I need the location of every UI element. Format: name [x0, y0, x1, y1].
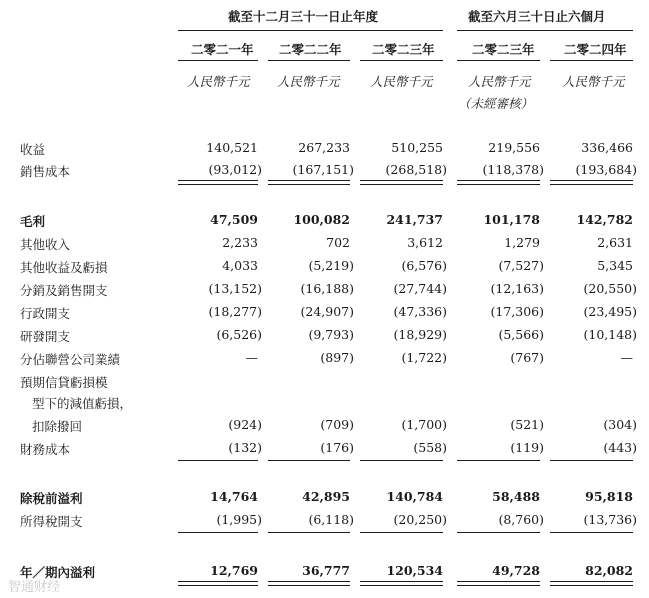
- row-label: 分佔聯營公司業績: [20, 352, 121, 367]
- rule-pbt: [268, 460, 350, 461]
- row-label: 其他收益及虧損: [20, 260, 108, 275]
- cell: 3,612: [407, 235, 443, 250]
- rule-final-b: [178, 585, 258, 586]
- cell: (521): [510, 417, 544, 432]
- cell: 58,488: [492, 489, 540, 504]
- cell: 82,082: [585, 563, 633, 578]
- cell: 2,233: [222, 235, 258, 250]
- year-rule-3: [360, 60, 443, 61]
- cell: (23,495): [583, 304, 637, 319]
- header-rule-full-year: [178, 30, 443, 31]
- cell: 219,556: [488, 140, 540, 155]
- cell: (13,152): [208, 281, 262, 296]
- cell: (10,148): [583, 327, 637, 342]
- year-col-4: 二零二三年: [472, 42, 535, 57]
- year-col-1: 二零二一年: [191, 42, 254, 57]
- cell: 12,769: [210, 563, 258, 578]
- cell: (443): [603, 440, 637, 455]
- row-label-line3: 扣除撥回: [32, 419, 83, 434]
- rule-profit: [268, 532, 350, 533]
- rule-final-b: [268, 585, 350, 586]
- cell: (5,219): [308, 258, 354, 273]
- rule-profit: [178, 532, 258, 533]
- row-label: 行政開支: [20, 306, 71, 321]
- cell: 101,178: [483, 212, 540, 227]
- row-label: 收益: [20, 142, 46, 157]
- cell: (16,188): [300, 281, 354, 296]
- cell: (24,907): [300, 304, 354, 319]
- rule-gross-b: [550, 184, 633, 185]
- cell: (9,793): [308, 327, 354, 342]
- cell: 2,631: [597, 235, 633, 250]
- rule-gross-a: [268, 180, 350, 181]
- cell: (193,684): [575, 162, 637, 177]
- cell: (8,760): [498, 512, 544, 527]
- cell: (268,518): [385, 162, 447, 177]
- cell: (897): [320, 350, 354, 365]
- currency-col-5: 人民幣千元: [562, 74, 625, 89]
- cell: (6,576): [401, 258, 447, 273]
- header-full-year: 截至十二月三十一日止年度: [228, 9, 379, 24]
- rule-final-a: [268, 581, 350, 582]
- cell: 510,255: [391, 140, 443, 155]
- cell: 95,818: [585, 489, 633, 504]
- year-rule-2: [268, 60, 350, 61]
- rule-gross-b: [360, 184, 443, 185]
- cell: (1,722): [401, 350, 447, 365]
- header-rule-six-month: [457, 30, 633, 31]
- cell: (47,336): [393, 304, 447, 319]
- cell: (17,306): [490, 304, 544, 319]
- row-label: 研發開支: [20, 329, 71, 344]
- row-label-line2: 型下的減值虧損，: [32, 396, 133, 411]
- cell: 140,521: [206, 140, 258, 155]
- cell: (12,163): [490, 281, 544, 296]
- cell: (20,550): [583, 281, 637, 296]
- rule-final-b: [550, 585, 633, 586]
- rule-gross-b: [178, 184, 258, 185]
- cell: 336,466: [581, 140, 633, 155]
- row-label: 財務成本: [20, 442, 71, 457]
- year-col-3: 二零二三年: [372, 42, 435, 57]
- cell: 267,233: [298, 140, 350, 155]
- cell: 5,345: [597, 258, 633, 273]
- rule-final-a: [360, 581, 443, 582]
- rule-gross-a: [457, 180, 540, 181]
- rule-final-b: [457, 585, 540, 586]
- cell: (558): [413, 440, 447, 455]
- cell: 36,777: [302, 563, 350, 578]
- row-label: 毛利: [20, 214, 46, 229]
- cell: 14,764: [210, 489, 258, 504]
- year-col-5: 二零二四年: [564, 42, 627, 57]
- cell: 140,784: [386, 489, 443, 504]
- rule-profit: [550, 532, 633, 533]
- cell: —: [245, 350, 258, 365]
- currency-col-3: 人民幣千元: [370, 74, 433, 89]
- cell: 120,534: [386, 563, 443, 578]
- year-rule-4: [457, 60, 540, 61]
- rule-pbt: [178, 460, 258, 461]
- cell: 47,509: [210, 212, 258, 227]
- cell: 142,782: [576, 212, 633, 227]
- cell: (709): [320, 417, 354, 432]
- cell: (7,527): [498, 258, 544, 273]
- cell: (18,929): [393, 327, 447, 342]
- cell: (20,250): [393, 512, 447, 527]
- cell: (1,700): [401, 417, 447, 432]
- row-label: 除稅前溢利: [20, 491, 83, 506]
- year-rule-1: [178, 60, 258, 61]
- cell: (6,118): [308, 512, 354, 527]
- currency-col-4: 人民幣千元: [468, 74, 531, 89]
- cell: 49,728: [492, 563, 540, 578]
- cell: (1,995): [216, 512, 262, 527]
- row-label: 年／期內溢利: [20, 565, 96, 580]
- rule-gross-a: [550, 180, 633, 181]
- currency-col-2: 人民幣千元: [277, 74, 340, 89]
- cell: 241,737: [386, 212, 443, 227]
- cell: (176): [320, 440, 354, 455]
- cell: 702: [326, 235, 350, 250]
- rule-final-b: [360, 585, 443, 586]
- rule-pbt: [550, 460, 633, 461]
- unaudited-note: （未經審核）: [458, 96, 534, 111]
- cell: (118,378): [482, 162, 544, 177]
- row-label: 分銷及銷售開支: [20, 283, 108, 298]
- rule-final-a: [550, 581, 633, 582]
- cell: (132): [228, 440, 262, 455]
- cell: (27,744): [393, 281, 447, 296]
- rule-final-a: [457, 581, 540, 582]
- cell: 4,033: [222, 258, 258, 273]
- row-label: 其他收入: [20, 237, 71, 252]
- cell: 1,279: [504, 235, 540, 250]
- rule-pbt: [360, 460, 443, 461]
- row-label: 所得稅開支: [20, 514, 83, 529]
- currency-col-1: 人民幣千元: [187, 74, 250, 89]
- year-col-2: 二零二二年: [279, 42, 342, 57]
- cell: (93,012): [208, 162, 262, 177]
- cell: (167,151): [292, 162, 354, 177]
- rule-profit: [360, 532, 443, 533]
- header-six-month: 截至六月三十日止六個月: [468, 9, 606, 24]
- cell: (924): [228, 417, 262, 432]
- rule-pbt: [457, 460, 540, 461]
- cell: 42,895: [302, 489, 350, 504]
- cell: 100,082: [293, 212, 350, 227]
- cell: (5,566): [498, 327, 544, 342]
- cell: (767): [510, 350, 544, 365]
- row-label: 銷售成本: [20, 164, 71, 179]
- cell: (119): [510, 440, 544, 455]
- rule-gross-a: [360, 180, 443, 181]
- rule-gross-b: [268, 184, 350, 185]
- year-rule-5: [550, 60, 633, 61]
- cell: (18,277): [208, 304, 262, 319]
- watermark: 智通财经: [8, 580, 61, 595]
- cell: (13,736): [583, 512, 637, 527]
- rule-final-a: [178, 581, 258, 582]
- cell: —: [620, 350, 633, 365]
- rule-gross-b: [457, 184, 540, 185]
- rule-profit: [457, 532, 540, 533]
- cell: (6,526): [216, 327, 262, 342]
- cell: (304): [603, 417, 637, 432]
- rule-gross-a: [178, 180, 258, 181]
- row-label: 預期信貸虧損模: [20, 375, 108, 390]
